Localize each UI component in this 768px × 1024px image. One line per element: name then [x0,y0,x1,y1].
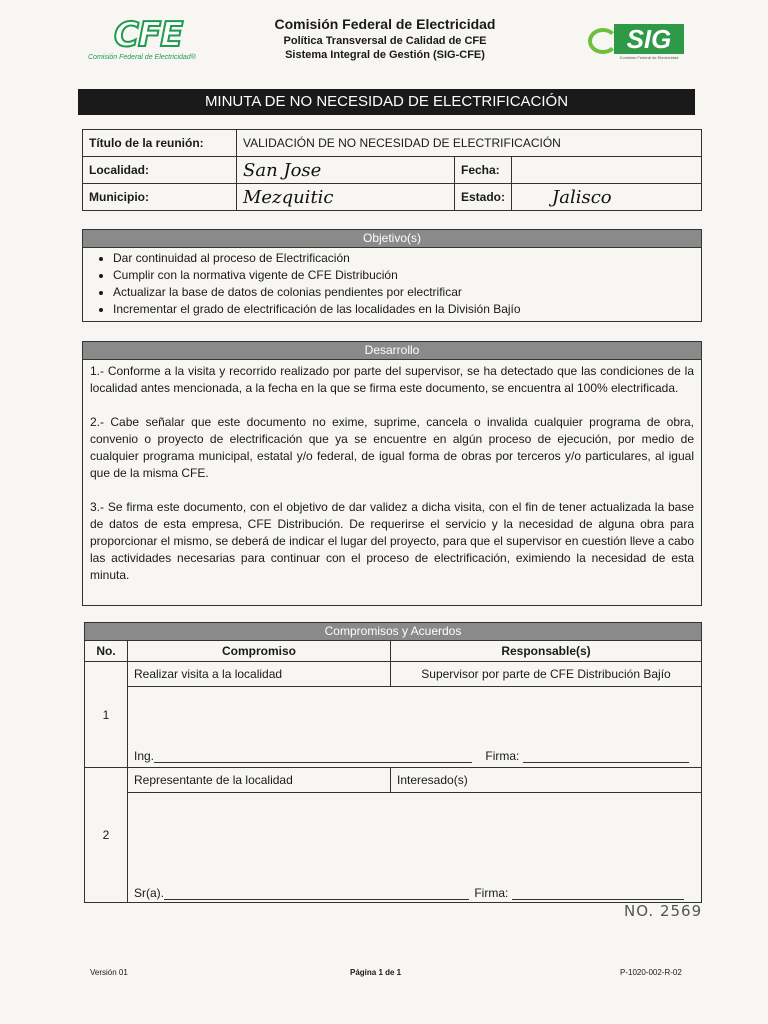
meeting-info-table [82,129,702,211]
header-titles [230,16,540,61]
row-2-responsible: Interesado(s) [391,768,702,793]
row-2-signature-area [128,793,702,903]
objectives-section [82,229,702,322]
objective-item: • Dar continuidad al proceso de Electrificación [113,250,701,267]
date-value [512,157,702,184]
state-label: Estado: [455,184,512,211]
row-1-signature-line[interactable] [523,750,689,763]
row-2-signature-line[interactable] [512,887,684,900]
commitments-section [84,622,702,903]
sig-logo [588,22,688,62]
engineer-name-line[interactable] [154,750,472,763]
objectives-heading: Objetivo(s) [83,230,701,248]
cfe-logo-text: CFE [114,15,183,55]
row-2-number: 2 [85,768,128,903]
cfe-logo [88,15,218,66]
policy-line: Política Transversal de Calidad de CFE [283,35,487,47]
development-paragraph-3: 3.- Se firma este documento, con el objetivo de dar validez a dicha visita, con el fin de tener actualizada la base de datos de esta empresa, CFE Distribución. De requerirse el servicio y la necesidad de alguna obra para proporcionar el mismo, se deberá de indicar el lugar del proyecto, para que el supervisor en cuestión lleve a cabo las actividades necesarias para continuar con el proceso de electrificación, eximiendo la necesidad de esta minuta. [90,500,694,582]
date-label: Fecha: [455,157,512,184]
objective-item: • Cumplir con la normativa vigente de CFE Distribución [113,267,701,284]
row-1-signature-label: Firma: [485,749,520,763]
row-2-signature-label: Firma: [474,886,509,900]
footer-version: Versión 01 [90,968,128,977]
system-line: Sistema Integral de Gestión (SIG-CFE) [285,49,485,61]
org-name: Comisión Federal de Electricidad [274,16,496,32]
locality-value: San Jose [243,159,322,181]
footer-code: P-1020-002-R-02 [620,968,682,977]
row-1-commitment: Realizar visita a la localidad [128,662,391,687]
sig-logo-text: SIG [614,24,684,54]
row-1-responsible: Supervisor por parte de CFE Distribución Bajío [391,662,702,687]
objectives-list [83,250,701,318]
commitments-table [84,640,702,903]
handwritten-number: NO. 2569 [624,902,703,920]
development-heading: Desarrollo [83,342,701,360]
commitments-heading: Compromisos y Acuerdos [84,622,702,640]
municipality-label: Municipio: [83,184,237,211]
col-no-header: No. [85,641,128,662]
row-2-commitment: Representante de la localidad [128,768,391,793]
meeting-title-value: VALIDACIÓN DE NO NECESIDAD DE ELECTRIFICACIÓN [237,130,702,157]
row-1-signature-area [128,687,702,768]
row-1-number: 1 [85,662,128,768]
municipality-value: Mezquitic [243,186,334,208]
state-value: Jalisco [552,186,612,208]
objective-item: • Incrementar el grado de electrificación de las localidades en la División Bajío [113,301,701,318]
meeting-title-label: Título de la reunión: [83,130,237,157]
locality-label: Localidad: [83,157,237,184]
cfe-logo-subtitle: Comisión Federal de Electricidad® [88,54,196,61]
development-section [82,341,702,606]
development-paragraph-1: 1.- Conforme a la visita y recorrido realizado por parte del supervisor, se ha detectado que las condiciones de la localidad antes mencionada, a la fecha en la que se firma este documento, se encuentra al 100% electrificada. [90,364,694,395]
footer-page: Página 1 de 1 [350,968,402,977]
sig-logo-subtitle: Comisión Federal de Electricidad [619,55,679,60]
development-paragraph-2: 2.- Cabe señalar que este documento no exime, suprime, cancela o invalida cualquier programa de obra, convenio o proyecto de electrificación que ya se encuentre en algún proceso de ejecución, por medio de cualquier programa municipal, estatal y/o federal, de igual forma de obras por terceros y/o particulares, al igual que de la misma CFE. [90,415,694,480]
representative-name-line[interactable] [164,887,469,900]
objective-item: • Actualizar la base de datos de colonias pendientes por electrificar [113,284,701,301]
col-commitment-header: Compromiso [128,641,391,662]
representative-prefix: Sr(a). [134,886,164,900]
col-responsible-header: Responsable(s) [391,641,702,662]
engineer-prefix: Ing. [134,749,155,763]
document-title: MINUTA DE NO NECESIDAD DE ELECTRIFICACIÓN [78,89,695,115]
